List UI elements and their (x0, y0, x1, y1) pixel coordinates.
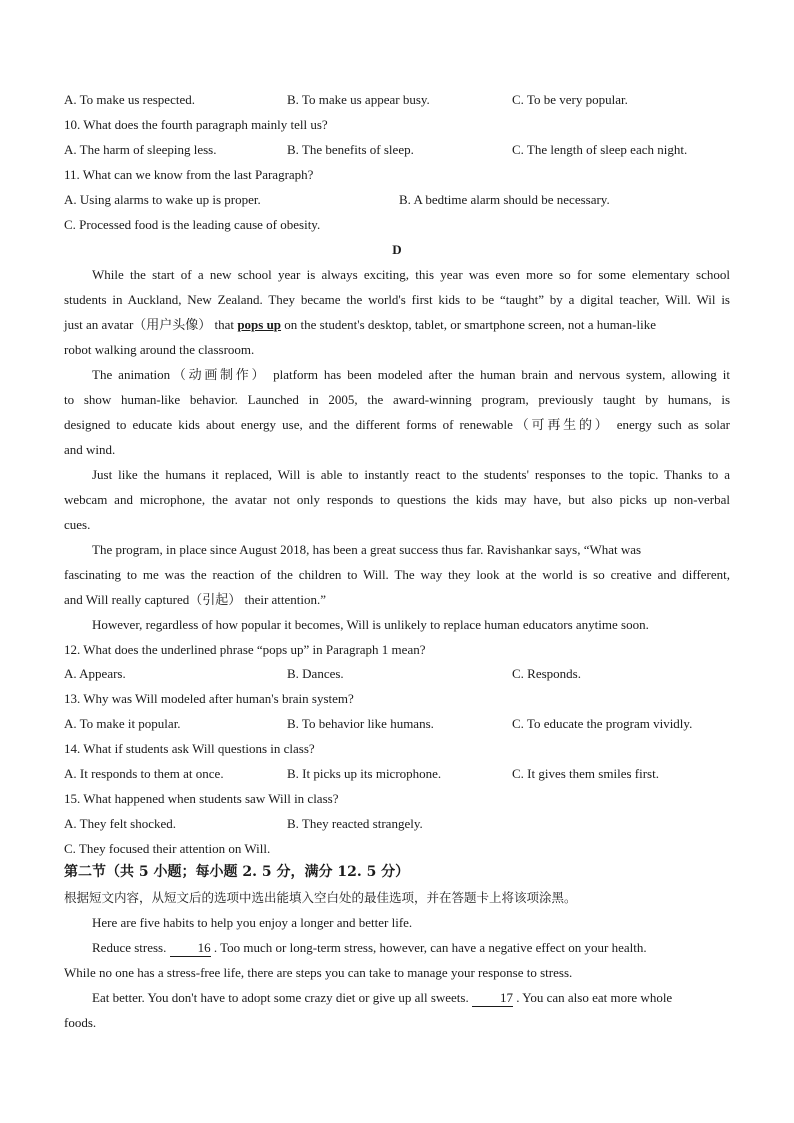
q13-options (64, 711, 730, 736)
q10-option-b[interactable]: B. The benefits of sleep. (287, 142, 414, 157)
q12-option-b[interactable]: B. Dances. (287, 666, 344, 681)
blank-17[interactable]: 17 (472, 990, 513, 1007)
passage-p4-line2: fascinating to me was the reaction of the children to Will. The way they look at the world is so creative and different, (64, 567, 730, 582)
passage-p3-line3: cues. (64, 517, 91, 532)
q13-option-c[interactable]: C. To educate the program vividly. (512, 716, 693, 731)
q11-option-b[interactable]: B. A bedtime alarm should be necessary. (399, 192, 610, 207)
q11-stem: 11. What can we know from the last Paragraph? (64, 167, 314, 182)
section2-intro: Here are five habits to help you enjoy a longer and better life. (92, 915, 413, 930)
s2-text-end: . You can also eat more whole (512, 990, 673, 1005)
q14-option-b[interactable]: B. It picks up its microphone. (287, 766, 442, 781)
q15-stem: 15. What happened when students saw Will in class? (64, 791, 339, 806)
q15-options (64, 811, 730, 836)
section2-instruction: 根据短文内容，从短文后的选项中选出能填入空白处的最佳选项，并在答题卡上将该项涂黑。 (64, 890, 577, 905)
passage-p4-line1: The program, in place since August 2018, has been a great success thus far. Ravishankar says, “What was (92, 542, 642, 557)
section-d-heading: D (392, 242, 402, 257)
passage-p2-line1: The animation（动画制作） platform has been modeled after the human brain and nervous system, allowing it (92, 367, 730, 382)
q9-option-b[interactable]: B. To make us appear busy. (287, 92, 430, 107)
passage-p1-line2: students in Auckland, New Zealand. They became the world's first kids to be “taught” by a digital teacher, Will. Wil is (64, 292, 730, 307)
q12-option-a[interactable]: A. Appears. (64, 666, 126, 681)
s1-text-start: Reduce stress. (92, 940, 170, 955)
passage-p2-line2: to show human-like behavior. Launched in 2005, the award-winning program, previously taught by humans, is (64, 392, 730, 407)
q15-option-b[interactable]: B. They reacted strangely. (287, 816, 423, 831)
passage-p1-line1: While the start of a new school year is always exciting, this year was even more so for some elementary school (92, 267, 730, 282)
passage-p2-line3: designed to educate kids about energy use, and the different forms of renewable（可再生的） energy such as solar (64, 417, 730, 432)
section2-s2-line1 (64, 985, 730, 1010)
section2-s1-line1 (64, 935, 730, 960)
passage-p5-line1: However, regardless of how popular it becomes, Will is unlikely to replace human educators anytime soon. (92, 617, 649, 632)
passage-p1-line4: robot walking around the classroom. (64, 342, 255, 357)
passage-p3-line1: Just like the humans it replaced, Will is able to instantly react to the students' responses to the topic. Thanks to a (92, 467, 730, 482)
q10-option-c[interactable]: C. The length of sleep each night. (512, 142, 688, 157)
underlined-phrase-pops-up: pops up (237, 317, 282, 332)
passage-p3-line2: webcam and microphone, the avatar not only responds to questions the kids may have, but also picks up non-verbal (64, 492, 730, 507)
section2-title: 第二节（共 5 小题；每小题 2. 5 分，满分 12. 5 分） (64, 864, 410, 880)
passage-p1-line3 (64, 312, 730, 337)
passage-p2-line4: and wind. (64, 442, 116, 457)
q14-options (64, 761, 730, 786)
passage-p1-line3-start: just an avatar（用户头像） that (64, 317, 238, 332)
q13-option-b[interactable]: B. To behavior like humans. (287, 716, 434, 731)
q14-option-c[interactable]: C. It gives them smiles first. (512, 766, 659, 781)
q12-option-c[interactable]: C. Responds. (512, 666, 581, 681)
blank-16[interactable]: 16 (170, 940, 211, 957)
s1-text-end: . Too much or long-term stress, however, can have a negative effect on your health. (210, 940, 647, 955)
q9-option-c[interactable]: C. To be very popular. (512, 92, 628, 107)
q11-option-c[interactable]: C. Processed food is the leading cause of obesity. (64, 217, 321, 232)
q15-option-a[interactable]: A. They felt shocked. (64, 816, 177, 831)
passage-p1-line3-end: on the student's desktop, tablet, or smartphone screen, not a human-like (281, 317, 656, 332)
s2-text-start: Eat better. You don't have to adopt some crazy diet or give up all sweets. (92, 990, 472, 1005)
q10-options (64, 137, 730, 162)
q14-option-a[interactable]: A. It responds to them at once. (64, 766, 224, 781)
q15-option-c[interactable]: C. They focused their attention on Will. (64, 841, 271, 856)
passage-p4-line3: and Will really captured（引起） their attention.” (64, 592, 327, 607)
q12-stem: 12. What does the underlined phrase “pops up” in Paragraph 1 mean? (64, 642, 426, 657)
q12-options (64, 661, 730, 686)
section2-s2-line2: foods. (64, 1015, 97, 1030)
q10-stem: 10. What does the fourth paragraph mainly tell us? (64, 117, 328, 132)
q11-options (64, 187, 730, 212)
q13-stem: 13. Why was Will modeled after human's brain system? (64, 691, 354, 706)
q9-options (64, 87, 730, 112)
q11-option-a[interactable]: A. Using alarms to wake up is proper. (64, 192, 261, 207)
section2-s1-line2: While no one has a stress-free life, there are steps you can take to manage your response to stress. (64, 965, 573, 980)
q9-option-a[interactable]: A. To make us respected. (64, 92, 195, 107)
q10-option-a[interactable]: A. The harm of sleeping less. (64, 142, 217, 157)
q13-option-a[interactable]: A. To make it popular. (64, 716, 181, 731)
q14-stem: 14. What if students ask Will questions in class? (64, 741, 315, 756)
